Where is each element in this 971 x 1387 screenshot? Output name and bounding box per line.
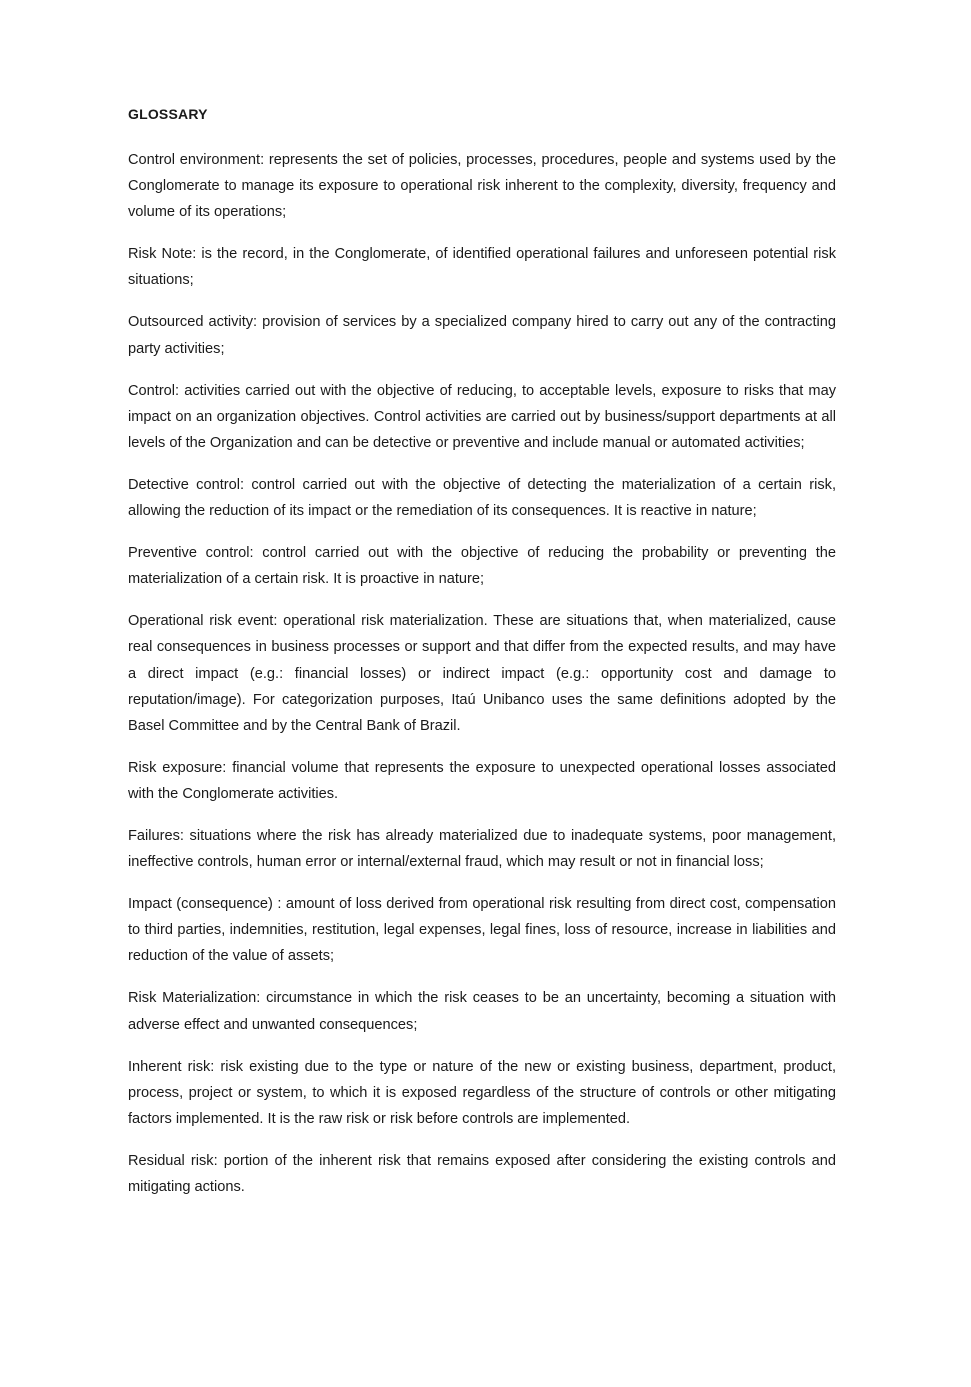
glossary-entry-inherent-risk: Inherent risk: risk existing due to the type or nature of the new or existing business, department, product, process, project or system, to which it is exposed regardless of the structure of controls or other mitigating factors implemented. It is the raw risk or risk before controls are implemented. xyxy=(128,1058,836,1127)
glossary-entry-preventive-control: Preventive control: control carried out with the objective of reducing the probability or preventing the materialization of a certain risk. It is proactive in nature; xyxy=(128,545,836,588)
glossary-entry-outsourced-activity: Outsourced activity: provision of services by a specialized company hired to carry out any of the contracting party activities; xyxy=(128,314,836,357)
glossary-entry-detective-control: Detective control: control carried out with the objective of detecting the materialization of a certain risk, allowing the reduction of its impact or the remediation of its consequences. It is reactive in nature; xyxy=(128,476,836,520)
page-title: GLOSSARY xyxy=(128,106,208,122)
glossary-entry-risk-materialization: Risk Materialization: circumstance in which the risk ceases to be an uncertainty, becoming a situation with adverse effect and unwanted consequences; xyxy=(128,990,836,1033)
glossary-entry-risk-note: Risk Note: is the record, in the Conglomerate, of identified operational failures and unforeseen potential risk situations; xyxy=(128,246,836,289)
glossary-entry-failures: Failures: situations where the risk has already materialized due to inadequate systems, poor management, ineffective controls, human error or internal/external fraud, which may result or not in financial loss; xyxy=(128,827,836,871)
document-page xyxy=(128,104,836,1216)
glossary-entry-control-environment: Control environment: represents the set of policies, processes, procedures, people and systems used by the Conglomerate to manage its exposure to operational risk inherent to the complexity, diversity, frequency and volume of its operations; xyxy=(128,152,836,221)
glossary-entry-risk-exposure: Risk exposure: financial volume that represents the exposure to unexpected operational losses associated with the Conglomerate activities. xyxy=(128,759,836,802)
glossary-entry-control: Control: activities carried out with the objective of reducing, to acceptable levels, exposure to risks that may impact on an organization objectives. Control activities are carried out by business/support departments at all levels of the Organization and can be detective or preventive and include manual or automated activities; xyxy=(128,382,836,451)
glossary-entry-operational-risk-event: Operational risk event: operational risk materialization. These are situations that, when materialized, cause real consequences in business processes or support and that differ from the expected results, and may have a direct impact (e.g.: financial losses) or indirect impact (e.g.: opportunity cost and damage to reputation/image). For categorization purposes, Itaú Unibanco uses the same definitions adopted by the Basel Committee and by the Central Bank of Brazil. xyxy=(128,613,836,734)
glossary-entry-residual-risk: Residual risk: portion of the inherent risk that remains exposed after considering the existing controls and mitigating actions. xyxy=(128,1152,836,1195)
glossary-entry-impact: Impact (consequence) : amount of loss derived from operational risk resulting from direct cost, compensation to third parties, indemnities, restitution, legal expenses, legal fines, loss of resource, increase in liabilities and reduction of the value of assets; xyxy=(128,896,836,965)
